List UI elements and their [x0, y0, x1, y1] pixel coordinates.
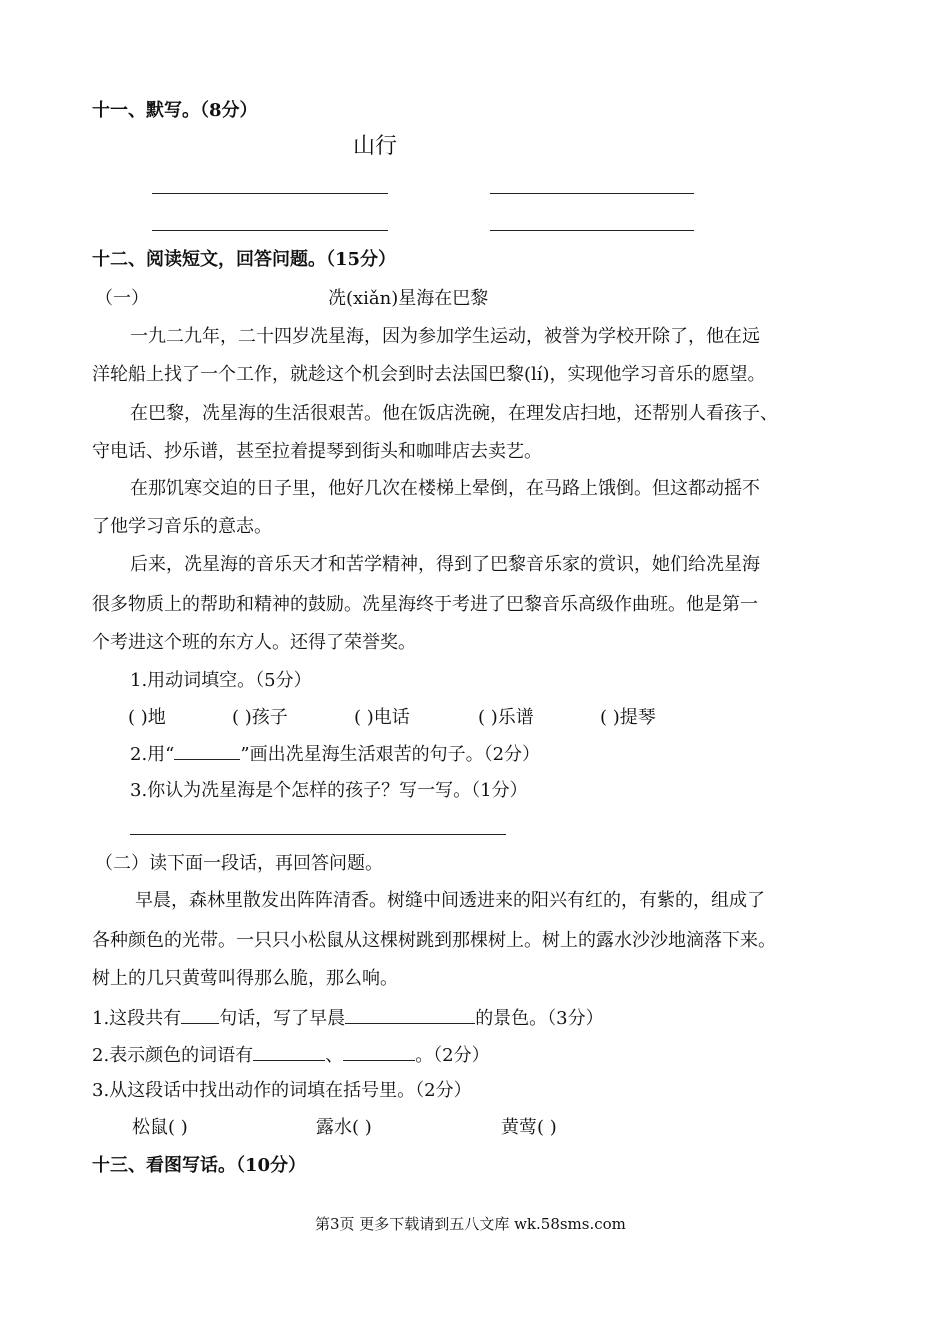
color-word-blank-2[interactable]: [343, 1044, 415, 1061]
part-1-label: （一）: [95, 288, 149, 309]
q2-text-b: 、: [325, 1045, 344, 1066]
q1-text-a: 1.这段共有: [92, 1008, 182, 1029]
part-2-question-3: 3.从这段话中找出动作的词填在括号里。（2分）: [92, 1080, 472, 1101]
q1-text-c: 的景色。（3分）: [475, 1008, 604, 1029]
question-3: 3.你认为冼星海是个怎样的孩子？写一写。（1分）: [130, 780, 528, 801]
action-blank-dew[interactable]: 露水( ): [316, 1117, 372, 1138]
scene-blank[interactable]: [345, 1007, 475, 1024]
section-11-heading: 十一、默写。（8分）: [92, 100, 258, 121]
section-13-heading: 十三、看图写话。（10分）: [92, 1155, 307, 1176]
question-2: [130, 743, 540, 766]
passage-line: 守电话、抄乐谱，甚至拉着提琴到街头和咖啡店去卖艺。: [92, 441, 542, 462]
passage-line: 一九二九年，二十四岁冼星海，因为参加学生运动，被誉为学校开除了，他在远: [130, 326, 760, 347]
q2-text-a: 2.表示颜色的词语有: [92, 1045, 254, 1066]
section-12-heading: 十二、阅读短文，回答问题。（15分）: [92, 249, 397, 270]
passage-line: 个考进这个班的东方人。还得了荣誉奖。: [92, 632, 416, 653]
color-word-blank-1[interactable]: [253, 1044, 325, 1061]
paragraph-line: 早晨，森林里散发出阵阵清香。树缝中间透进来的阳兴有红的，有紫的，组成了: [135, 890, 765, 911]
passage-line: 在那饥寒交迫的日子里，他好几次在楼梯上晕倒，在马路上饿倒。但这都动摇不: [130, 478, 760, 499]
passage-line: 了他学习音乐的意志。: [92, 516, 272, 537]
page-footer: 第3页 更多下载请到五八文库 wk.58sms.com: [315, 1215, 626, 1233]
answer-line: [152, 230, 388, 231]
passage-line: 在巴黎，冼星海的生活很艰苦。他在饭店洗碗，在理发店扫地，还帮别人看孩子、: [130, 403, 778, 424]
action-blank-squirrel[interactable]: 松鼠( ): [132, 1117, 188, 1138]
answer-line: [490, 230, 694, 231]
count-blank[interactable]: [181, 1007, 219, 1024]
underline-sample: [174, 743, 240, 760]
part-2-question-2: [92, 1044, 490, 1067]
question-2-prefix: 2.用“: [130, 744, 175, 765]
passage-line: 很多物质上的帮助和精神的鼓励。冼星海终于考进了巴黎音乐高级作曲班。他是第一: [92, 594, 758, 615]
part-2-label: （二）读下面一段话，再回答问题。: [95, 853, 383, 874]
question-2-suffix: ”画出冼星海生活艰苦的句子。（2分）: [240, 744, 541, 765]
question-1: 1.用动词填空。（5分）: [130, 670, 312, 691]
poem-title: 山行: [353, 134, 398, 159]
action-blank-oriole[interactable]: 黄莺( ): [501, 1117, 557, 1138]
passage-title: 冼(xiǎn)星海在巴黎: [328, 288, 489, 309]
verb-blank-5[interactable]: ( )提琴: [600, 707, 656, 728]
verb-blank-3[interactable]: ( )电话: [354, 707, 410, 728]
q2-text-c: 。（2分）: [415, 1045, 490, 1066]
part-2-question-1: [92, 1007, 604, 1030]
answer-line: [490, 193, 694, 194]
paragraph-line: 树上的几只黄莺叫得那么脆，那么响。: [92, 968, 398, 989]
answer-line[interactable]: [130, 834, 506, 835]
q1-text-b: 句话，写了早晨: [219, 1008, 346, 1029]
answer-line: [152, 193, 388, 194]
verb-blank-1[interactable]: ( )地: [128, 707, 166, 728]
passage-line: 后来，冼星海的音乐天才和苦学精神，得到了巴黎音乐家的赏识，她们给冼星海: [130, 554, 760, 575]
passage-line: 洋轮船上找了一个工作，就趁这个机会到时去法国巴黎(lí)，实现他学习音乐的愿望。: [92, 364, 766, 385]
verb-blank-4[interactable]: ( )乐谱: [478, 707, 534, 728]
paragraph-line: 各种颜色的光带。一只只小松鼠从这棵树跳到那棵树上。树上的露水沙沙地滴落下来。: [92, 930, 776, 951]
verb-blank-2[interactable]: ( )孩子: [232, 707, 288, 728]
